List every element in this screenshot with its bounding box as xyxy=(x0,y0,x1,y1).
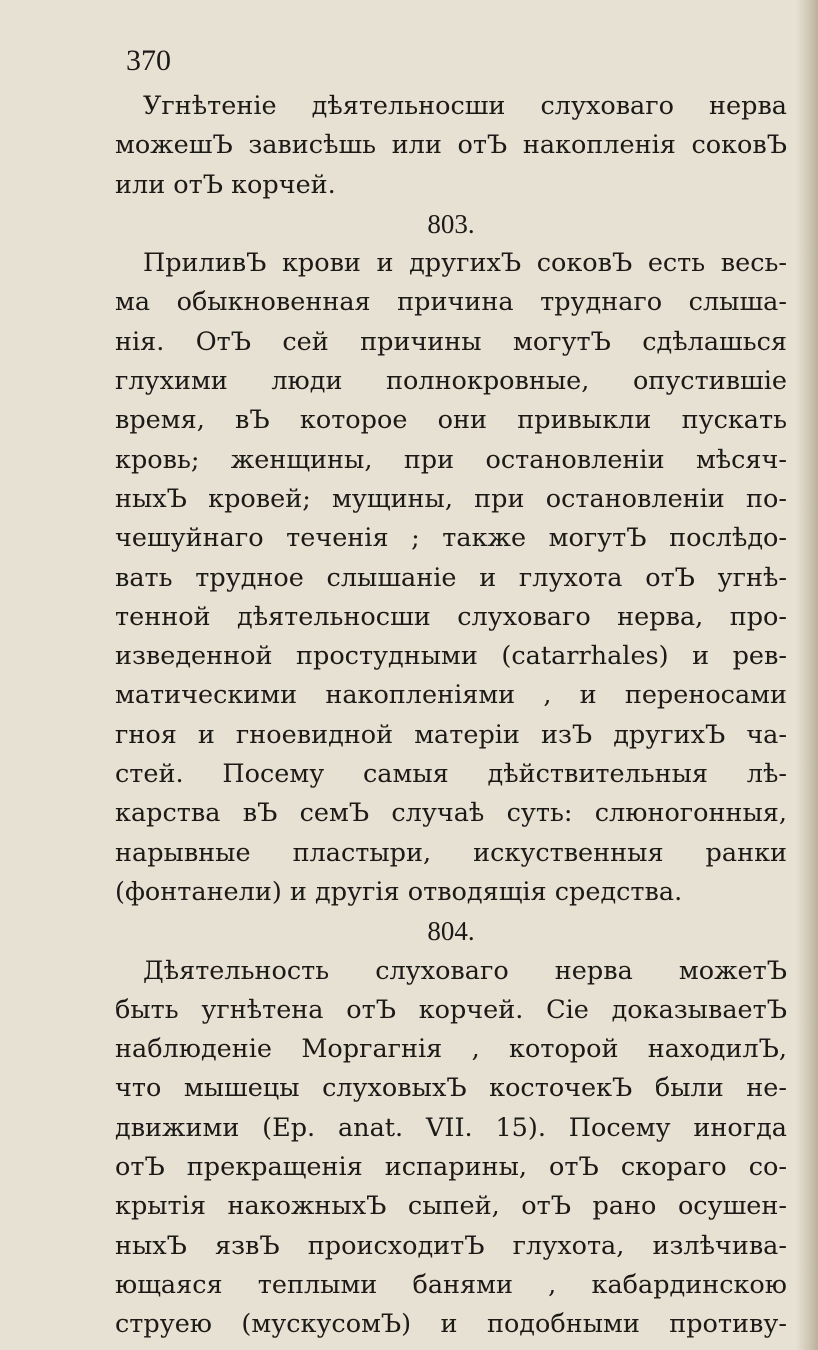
page-number: 370 xyxy=(126,44,171,77)
text-line: Угнѣтеніе дѣятельносши слуховаго нерва xyxy=(143,91,787,121)
text-line: можешЪ зависѣшь или отЪ накопленія соковЪ xyxy=(115,130,787,161)
text-line: (фонтанели) и другія отводящія средства. xyxy=(115,876,683,907)
text-line: нарывные пластыри, искуственныя ранки xyxy=(115,837,787,868)
text-line: или отЪ корчей. xyxy=(115,169,336,200)
text-line: ныхЪ язвЪ происходитЪ глухота, излѣчива- xyxy=(115,1230,787,1261)
text-line: ющаяся теплыми банями , кабардинскою xyxy=(115,1269,787,1300)
text-line: крытія накожныхЪ сыпей, отЪ рано осушен- xyxy=(115,1191,787,1222)
page-edge-shadow xyxy=(796,0,818,1350)
text-line: отЪ прекращенія испарины, отЪ скораго со- xyxy=(115,1152,787,1183)
text-line: движими (Ep. anat. VII. 15). Посему иногда xyxy=(115,1112,787,1143)
text-line: вать трудное слышаніе и глухота отЪ угнѣ- xyxy=(115,562,787,593)
text-line: стей. Посему самыя дѣйствительныя лѣ- xyxy=(115,759,787,790)
section-number-803: 803. xyxy=(427,208,475,239)
page-text xyxy=(115,87,787,1345)
text-line: тенной дѣятельносши слуховаго нерва, про- xyxy=(115,601,787,632)
section-number-804: 804. xyxy=(427,916,475,947)
paragraph-1 xyxy=(115,87,787,205)
text-line: глухими люди полнокровные, опустившіе xyxy=(115,366,787,397)
text-line: ма обыкновенная причина труднаго слыша- xyxy=(115,287,787,318)
text-line: карства вЪ семЪ случаѣ суть: слюногонныя, xyxy=(115,798,787,829)
text-line: матическими накопленіями , и переносами xyxy=(115,680,787,711)
paragraph-804 xyxy=(115,952,787,1345)
text-line: струею (мускусомЪ) и подобными противу- xyxy=(115,1309,787,1340)
text-line: наблюденіе Моргагнія , которой находилЪ, xyxy=(115,1034,787,1065)
text-line: чешуйнаго теченія ; также могутЪ послѣдо- xyxy=(115,523,787,554)
text-line: Дѣятельность слуховаго нерва можетЪ xyxy=(143,955,787,986)
text-line: кровь; женщины, при остановленіи мѣсяч- xyxy=(115,444,787,475)
text-line: ныхЪ кровей; мущины, при остановленіи по- xyxy=(115,483,787,514)
text-line: что мышецы слуховыхЪ косточекЪ были не- xyxy=(115,1073,787,1104)
text-line: ПриливЪ крови и другихЪ соковЪ есть весь- xyxy=(143,248,787,279)
text-line: гноя и гноевидной матеріи изЪ другихЪ ча- xyxy=(115,719,787,750)
text-line: нія. ОтЪ сей причины могутЪ сдѣлашься xyxy=(115,326,787,357)
text-line: изведенной простудными (catarrhales) и рев- xyxy=(115,641,787,672)
text-line: время, вЪ которое они привыкли пускать xyxy=(115,405,787,436)
paragraph-803 xyxy=(115,244,787,912)
text-line: быть угнѣтена отЪ корчей. Сіе доказываетЪ xyxy=(115,994,787,1025)
